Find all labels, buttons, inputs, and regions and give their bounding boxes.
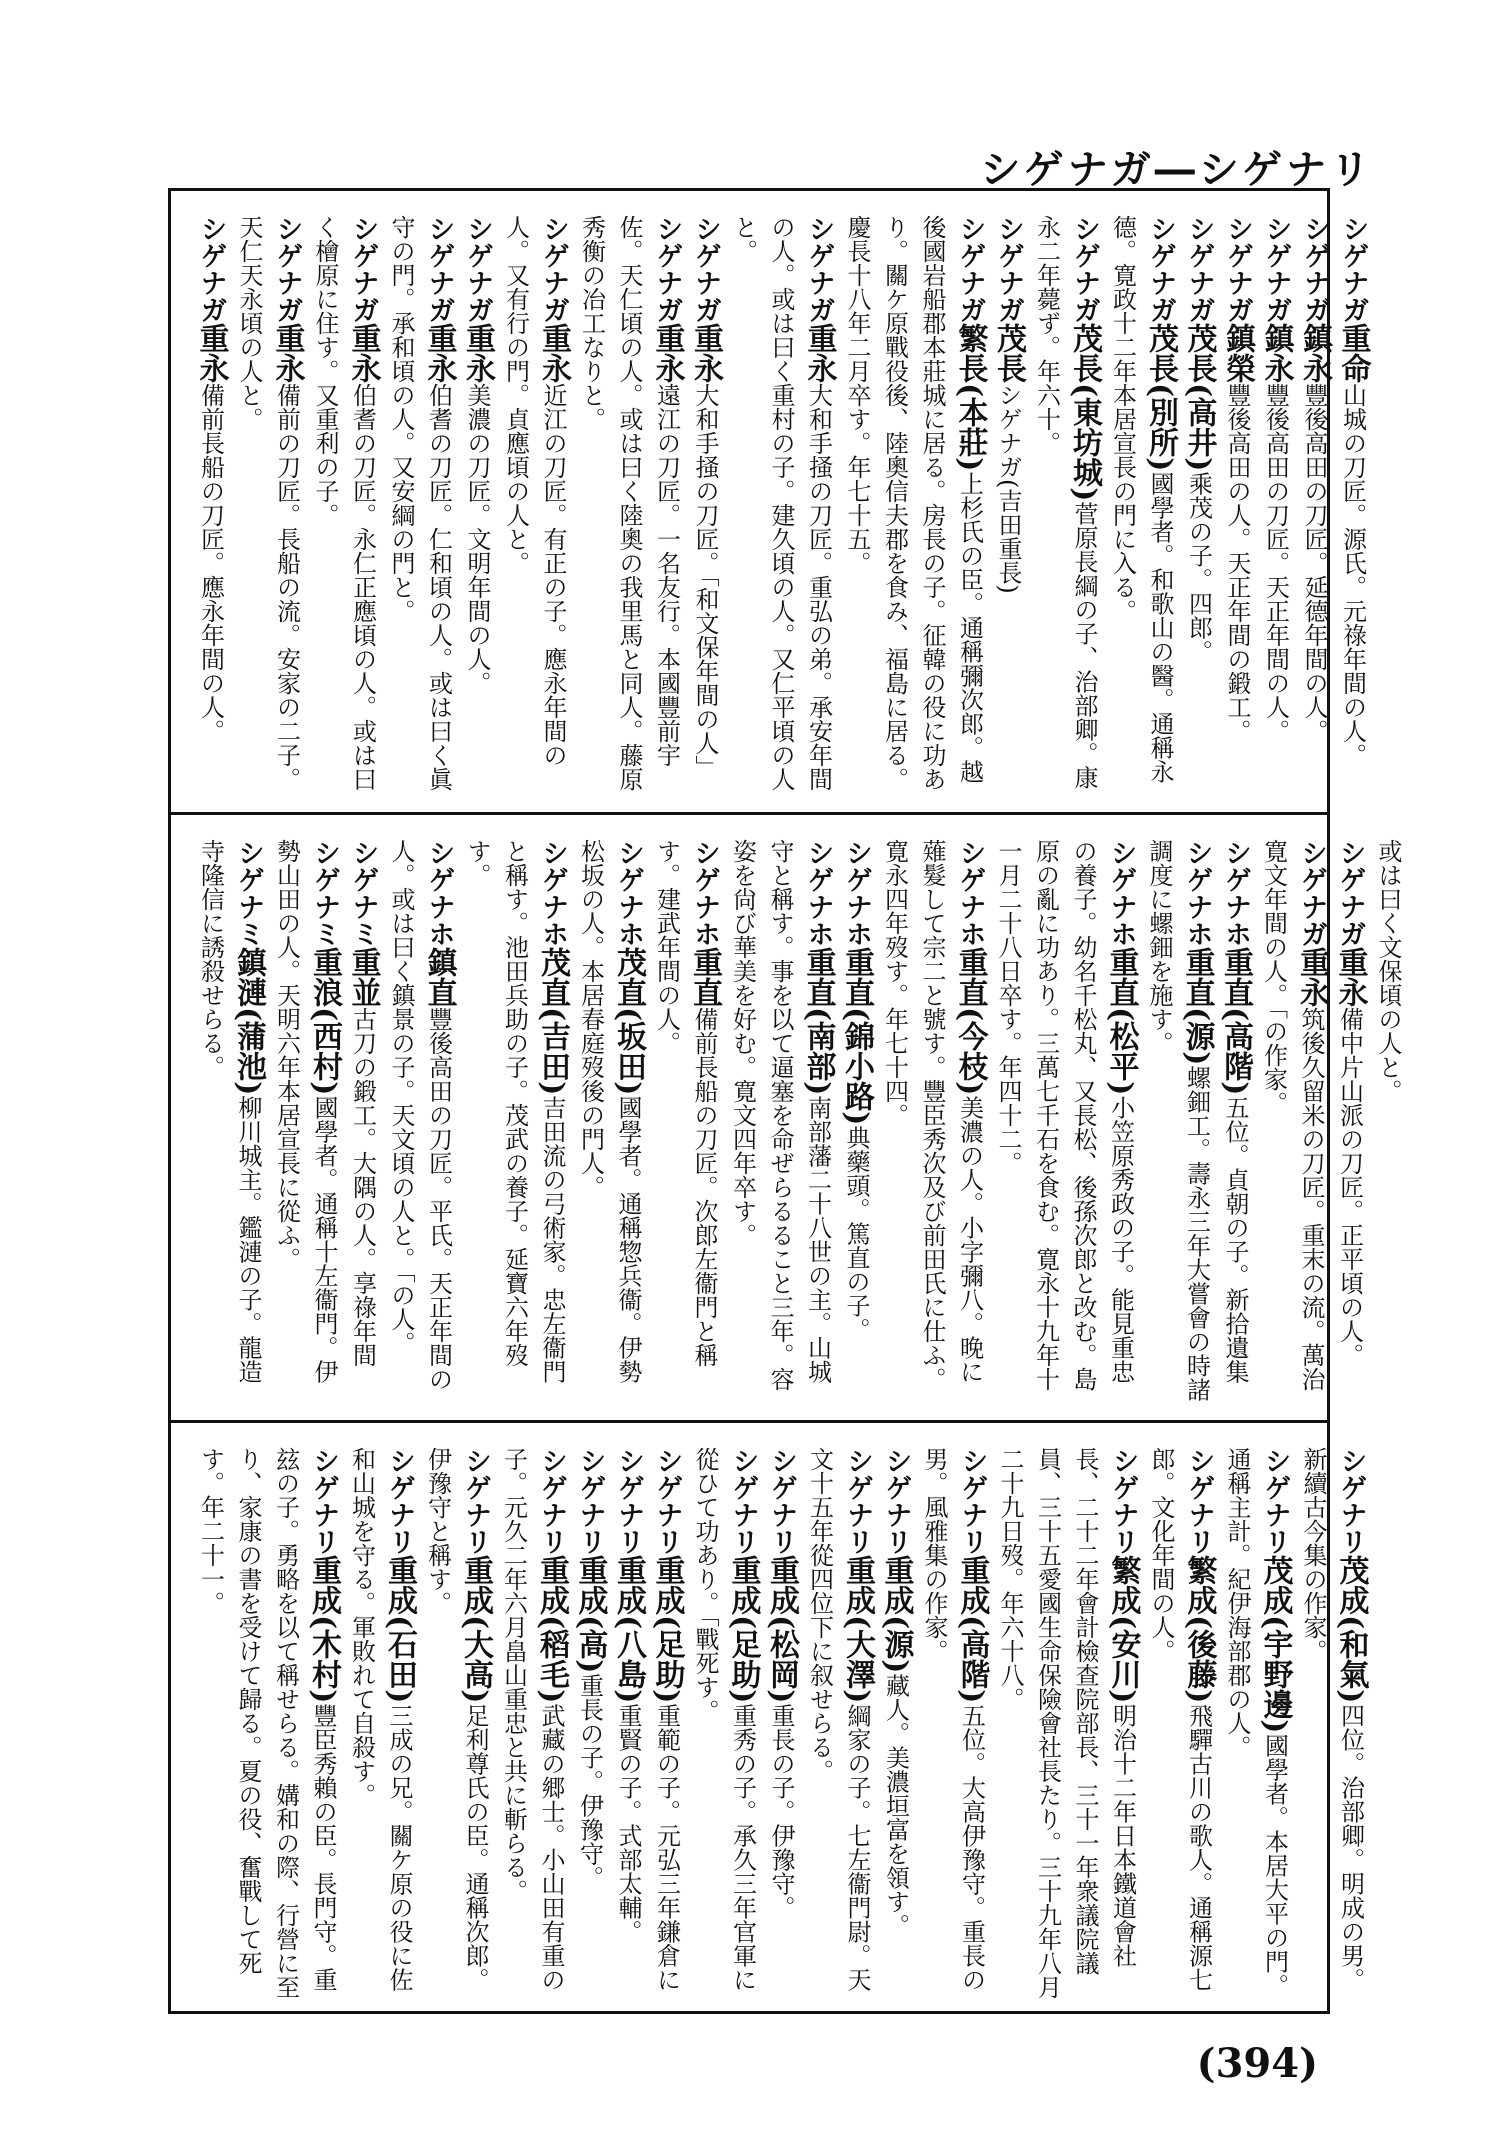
- entry-name: 重成(八島): [611, 1555, 646, 1704]
- entry-reading: シゲナガ: [690, 215, 721, 323]
- entry-reading: シゲナホ: [841, 839, 872, 947]
- entry-name: 重並: [345, 947, 381, 1007]
- entry-name: 茂直(吉田): [535, 947, 570, 1096]
- entry-description: 足利尊氏の臣。通稱次郎。伊豫守と稱す。: [423, 1447, 489, 1992]
- entry-name: 鎮永: [1297, 323, 1332, 383]
- entry-reading: シゲナリ: [651, 1447, 683, 1555]
- entry-description: 小笠原秀政の子。能見重忠の養子。幼名千松丸、又長松、後孫次郎と改む。島原の亂に功あり。三萬七千石を食む。寛永十九年十一月二十八日卒す。年四十二。: [994, 839, 1135, 1391]
- entry-name: 重直(松平): [1103, 947, 1139, 1096]
- section-upper: [171, 191, 1371, 809]
- column-text: [171, 1423, 1390, 2014]
- entry-reading: シゲナリ: [727, 1447, 759, 1555]
- dictionary-entry: [1218, 215, 1257, 799]
- entry-reading: シゲナリ: [842, 1447, 873, 1555]
- entry-reading: シゲナホ: [423, 839, 455, 947]
- entry-description: シゲナガ(吉田重長): [994, 383, 1022, 594]
- dictionary-entry: [1179, 215, 1218, 799]
- dictionary-entry: [382, 839, 458, 1407]
- entry-name: 重永: [345, 323, 381, 383]
- entry-name: 重永: [421, 323, 457, 383]
- entry-name: 重成(松岡): [764, 1555, 799, 1704]
- entry-description: 大和手掻の刀匠。重弘の弟。承安年間の人。或は曰く重村の子。建久頃の人。又仁平頃の人と。: [729, 215, 833, 791]
- section-middle: [171, 812, 1402, 1417]
- entry-description: 遠江の刀匠。一名友行。本國豐前宇佐。天仁頃の人。或は曰く陸奧の我里馬と同人。藤原秀衡の冶工なりと。: [577, 215, 681, 791]
- dictionary-entry: [1256, 215, 1295, 799]
- entry-name: 重成(木村): [306, 1555, 341, 1704]
- entry-name: 茂長(高井): [1181, 323, 1217, 472]
- dictionary-entry: [267, 839, 343, 1407]
- entry-description: 菅原長綱の子、治部卿。康永二年薨ず。年六十。: [1032, 215, 1098, 790]
- entry-description: 重秀の子。承久三年官軍に從ひて功あり。「戰死す。: [691, 1447, 757, 1992]
- entry-description: 重長の子。伊豫守。: [575, 1673, 604, 1890]
- entry-description: 美濃の人。小字彌八。晚に薙髮して宗二と號す。豐臣秀次及び前田氏に仕ふ。寛永四年歿す。年七十四。: [880, 839, 984, 1391]
- entry-description: 吉田流の弓術家。忠左衞門と稱す。池田兵助の子。茂武の養子。延寶六年歿す。: [463, 839, 566, 1384]
- entry-name: 重直: [687, 947, 722, 1007]
- entry-name: 重成(足助): [725, 1555, 761, 1704]
- entry-reading: シゲナホ: [802, 839, 834, 947]
- dictionary-entry: [230, 215, 306, 799]
- dictionary-entry: [382, 215, 458, 799]
- entry-reading: シゲナガ: [347, 215, 379, 323]
- entry-name: 重永: [688, 323, 723, 383]
- entry-name: 重命: [1335, 323, 1371, 383]
- entry-reading: シゲナホ: [689, 839, 720, 947]
- entry-description: 飛驒古川の歌人。通稱源七郎。文化年間の人。: [1147, 1447, 1213, 1992]
- entry-description: 備中片山派の刀匠。正平頃の人。: [1335, 1007, 1364, 1367]
- dictionary-entry: [572, 215, 686, 799]
- dictionary-entry: [724, 215, 838, 799]
- entry-reading: シゲナリ: [766, 1447, 797, 1555]
- entry-description: 上杉氏の臣。通稱彌次郎。越後國岩船郡本莊城に居る。房長の子。征韓の役に功あり。關ケ原戰役後、陸奧信夫郡を食み、福島に居る。慶長十八年二月卒す。年七十五。: [843, 215, 984, 791]
- entry-name: 茂長(別所): [1143, 323, 1178, 472]
- entry-description: 乘茂の子。四郎。: [1184, 471, 1213, 664]
- entry-description: 柳川城主。鑑漣の子。龍造寺隆信に誘殺せらる。: [196, 839, 262, 1384]
- column-text: [171, 191, 1392, 809]
- entry-reading: シゲナホ: [1181, 839, 1213, 947]
- entry-reading: シゲナリ: [308, 1447, 339, 1555]
- entry-reading: シゲナガ: [462, 215, 493, 323]
- entry-name: 鎮永: [1258, 323, 1294, 383]
- entry-reading: シゲナガ: [993, 215, 1024, 323]
- dictionary-entry: [838, 215, 989, 799]
- entry-reading: シゲナホ: [613, 839, 644, 947]
- entry-reading: シゲナリ: [384, 1447, 415, 1555]
- dictionary-entry: [570, 1447, 609, 2004]
- entry-name: 鎮漣(蒲池): [231, 947, 266, 1096]
- entry-description: 山城の刀匠。源氏。元祿年間の人。: [1338, 383, 1367, 767]
- entry-name: 重永: [193, 323, 229, 383]
- entry-name: 重永: [649, 323, 685, 383]
- entry-name: 重直(今枝): [952, 947, 988, 1096]
- dictionary-entry: [989, 215, 1028, 799]
- entry-name: 重成(源): [878, 1555, 914, 1674]
- entry-name: 重直(高階): [1218, 947, 1253, 1096]
- entry-description: 古刀の鍛工。大隅の人。享祿年間: [348, 1007, 377, 1367]
- dictionary-entry: [1218, 1447, 1294, 2004]
- entry-description: 備前の刀匠。長船の流。安家の二子。天仁天永頃の人と。: [235, 215, 301, 791]
- section-lower: [171, 1420, 1369, 2014]
- dictionary-entry: [876, 1447, 915, 2004]
- entry-reading: シゲナミ: [309, 839, 340, 947]
- entry-description: 五位。貞朝の子。新拾遺集: [1221, 1095, 1249, 1384]
- entry-description: 重長の子。伊豫守。: [767, 1703, 795, 1920]
- entry-reading: シゲナガ: [1299, 215, 1330, 323]
- dictionary-entry: [191, 215, 230, 799]
- entry-name: 茂直(坂田): [611, 947, 646, 1096]
- entry-description: 重範の子。元弘三年鎌倉に: [652, 1703, 681, 1992]
- entry-name: 重直(南部): [800, 947, 836, 1096]
- entry-reading: シゲナガ: [803, 215, 835, 323]
- entry-reading: シゲナガ: [423, 215, 455, 323]
- entry-name: 重永: [460, 323, 495, 383]
- dictionary-entry: [1140, 839, 1216, 1407]
- entry-name: 茂長(東坊城): [1067, 323, 1102, 502]
- dictionary-entry: [494, 1447, 570, 2004]
- entry-reading: シゲナガ: [1334, 839, 1366, 947]
- entry-description: 五位。大高伊豫守。重長の男。風雅集の作家。: [920, 1447, 986, 1992]
- dictionary-entry: [191, 1447, 342, 2004]
- entry-name: 重浪(西村): [307, 947, 342, 1096]
- dictionary-entry: [723, 839, 837, 1407]
- entry-name: 重成(稻毛): [534, 1555, 569, 1704]
- entry-name: 繁成(安川): [1105, 1555, 1141, 1704]
- entry-description: 明治十二年日本鐵道會社長、二十二年會計檢查院部長、三十一年衆議院議員、三十五愛國生命保險會社長たり。三十九年八月二十九日歿。年六十八。: [996, 1447, 1137, 1999]
- entry-reading: シゲナホ: [1220, 839, 1251, 947]
- entry-name: 繁長(本莊): [952, 323, 988, 472]
- entry-name: 繁成(後藤): [1181, 1555, 1217, 1704]
- entry-reading: シゲナリ: [880, 1447, 912, 1555]
- entry-name: 重成(大澤): [840, 1555, 875, 1704]
- dictionary-entry: [1254, 839, 1330, 1407]
- dictionary-page-frame: [168, 188, 1402, 2014]
- entry-description: 美濃の刀匠。文明年間の人。: [463, 383, 491, 695]
- entry-description: 或は曰く文保頃の人と。: [1374, 839, 1402, 1103]
- entry-name: 重成(高階): [954, 1555, 990, 1704]
- entry-reading: シゲナリ: [574, 1447, 606, 1555]
- entry-reading: シゲナガ: [538, 215, 569, 323]
- dictionary-entry: [800, 1447, 876, 2004]
- entry-description: 豐臣秀賴の臣。長門守。重玆の子。勇略を以て稱せらる。媾和の際、行營に至り、家康の書を受けて歸る。夏の役、奮戰して死す。年二十一。: [196, 1447, 337, 1999]
- dictionary-entry: [1103, 215, 1179, 799]
- dictionary-entry: [1294, 1447, 1370, 2004]
- entry-reading: シゲナガ: [1260, 215, 1292, 323]
- entry-description: 螺鈿工。壽永三年大嘗會の時諸調度に螺鈿を施す。: [1145, 839, 1211, 1402]
- entry-description: 豐後高田の人。天正年間の鍛工。: [1223, 383, 1251, 743]
- entry-reading: シゲナリ: [1183, 1447, 1215, 1555]
- dictionary-entry: [1142, 1447, 1218, 2004]
- dictionary-entry: [1330, 839, 1369, 1407]
- entry-description: 豐後高田の刀匠。平氏。天正年間の人。或は曰く鎮景の子。天文頃の人と。「の人。: [387, 839, 453, 1391]
- column-text: [171, 815, 1426, 1417]
- entry-description: 豐後高田の刀匠。延德年間の人。: [1300, 383, 1328, 743]
- entry-description: 武藏の郷士。小山田有重の子。元久二年六月畠山重忠と共に斬らる。: [499, 1447, 565, 1992]
- entry-reading: シゲナガ: [1183, 215, 1215, 323]
- entry-description: 備前長船の刀匠。應永年間の人。: [196, 383, 225, 743]
- entry-description: 國學者。通稱惣兵衞。伊勢松坂の人。本居春庭歿後の門人。: [576, 839, 642, 1384]
- entry-reading: シゲナガ: [1296, 839, 1327, 947]
- dictionary-entry: [343, 839, 382, 1407]
- entry-reading: シゲナホ: [1105, 839, 1137, 947]
- dictionary-entry: [1216, 839, 1255, 1407]
- entry-reading: シゲナガ: [1069, 215, 1100, 323]
- entry-reading: シゲナリ: [613, 1447, 644, 1555]
- dictionary-entry: [418, 1447, 494, 2004]
- entry-name: 重永: [536, 323, 571, 383]
- entry-description: 重賢の子。式部太輔。: [614, 1703, 642, 1944]
- dictionary-entry: [991, 1447, 1142, 2004]
- entry-reading: シゲナガ: [1145, 215, 1176, 323]
- dictionary-entry: [989, 839, 1140, 1407]
- entry-name: 重成(大高): [458, 1555, 493, 1704]
- entry-description: 近江の刀匠。有正の子。應永年間の人。又有行の門。貞應頃の人と。: [501, 215, 567, 767]
- entry-name: 重永: [1294, 947, 1329, 1007]
- entry-description: 典藥頭。篤直の子。: [842, 1125, 870, 1342]
- entry-description: 國學者。通稱十左衞門。伊勢山田の人。天明六年本居宣長に從ふ。: [272, 839, 338, 1384]
- dictionary-entry: [1295, 215, 1334, 799]
- dictionary-entry: [647, 839, 723, 1407]
- entry-reading: シゲナガ: [651, 215, 683, 323]
- entry-name: 茂成(宇野邊): [1257, 1555, 1293, 1734]
- entry-description: 國學者。本居大平の門。通稱主計。紀伊海部郡の人。: [1223, 1447, 1289, 1998]
- entry-name: 重永: [269, 323, 305, 383]
- entry-name: 茂長: [991, 323, 1026, 383]
- entry-reading: シゲナホ: [954, 839, 986, 947]
- entry-reading: シゲナミ: [233, 839, 264, 947]
- entry-reading: シゲナホ: [537, 839, 568, 947]
- dictionary-entry: [571, 839, 647, 1407]
- entry-description: 大和手掻の刀匠。「和文保年間の人」: [691, 383, 719, 779]
- dictionary-entry: [191, 839, 267, 1407]
- dictionary-entry: [837, 839, 876, 1407]
- entry-description: 備前長船の刀匠。次郎左衞門と稱す。建武年間の人。: [652, 839, 718, 1367]
- entry-description: 筑後久留米の刀匠。重末の流。萬治寛文年間の人。「の作家。: [1259, 839, 1325, 1391]
- entry-reading: シゲナリ: [956, 1447, 988, 1555]
- dictionary-entry: [647, 1447, 686, 2004]
- entry-description: 四位。治部卿。明成の男。新續古今集の作家。: [1299, 1447, 1365, 1992]
- entry-name: 重成(高): [572, 1555, 608, 1674]
- entry-reading: シゲナガ: [1337, 215, 1369, 323]
- entry-reading: シゲナリ: [1107, 1447, 1139, 1555]
- dictionary-entry: [1369, 839, 1407, 1407]
- dictionary-entry: [762, 1447, 801, 2004]
- entry-reading: シゲナミ: [347, 839, 379, 947]
- dictionary-entry: [686, 1447, 762, 2004]
- entry-description: 國學者。和歌山の醫。通稱永德。寛政十二年本居宣長の門に入る。: [1108, 215, 1174, 784]
- entry-name: 重成(石田): [382, 1555, 417, 1704]
- entry-name: 重永: [801, 323, 837, 383]
- entry-reading: シゲナガ: [1222, 215, 1253, 323]
- entry-name: 重永: [1332, 947, 1368, 1007]
- entry-description: 三成の兄。關ケ原の役に佐和山城を守る。軍敗れて自殺す。: [347, 1447, 413, 1992]
- entry-reading: シゲナガ: [271, 215, 303, 323]
- page-number: (394): [1196, 2040, 1318, 2087]
- entry-description: 南部藩二十八世の主。山城守と稱す。事を以て逼塞を命ぜらるること三年。容姿を尙び華美を好む。寛文四年卒す。: [728, 839, 832, 1391]
- running-header: シゲナガ―シゲナリ: [980, 147, 1374, 193]
- entry-name: 重直(錦小路): [839, 947, 874, 1126]
- entry-name: 重直(源): [1179, 947, 1215, 1066]
- entry-reading: シゲナリ: [460, 1447, 491, 1555]
- entry-name: 鎮榮: [1220, 323, 1255, 383]
- entry-reading: シゲナリ: [1259, 1447, 1291, 1555]
- dictionary-entry: [915, 1447, 991, 2004]
- entry-name: 重成(足助): [649, 1555, 685, 1704]
- dictionary-entry: [686, 215, 725, 799]
- dictionary-entry: [1333, 215, 1372, 799]
- entry-description: 藏人。美濃垣富を領す。: [881, 1673, 910, 1938]
- dictionary-entry: [458, 839, 572, 1407]
- dictionary-entry: [458, 215, 497, 799]
- entry-description: 伯耆の刀匠。仁和頃の人。或は曰く眞守の門。承和頃の人。又安綱の門と。: [387, 215, 453, 791]
- entry-description: 綱家の子。七左衞門尉。天文十五年從四位下に叙せらる。: [805, 1447, 871, 1992]
- entry-reading: シゲナリ: [536, 1447, 567, 1555]
- entry-name: 鎮直: [421, 947, 457, 1007]
- dictionary-entry: [306, 215, 382, 799]
- entry-reading: シゲナリ: [1335, 1447, 1367, 1555]
- dictionary-entry: [1027, 215, 1103, 799]
- entry-reading: シゲナガ: [954, 215, 986, 323]
- dictionary-entry: [342, 1447, 418, 2004]
- entry-reading: シゲナガ: [195, 215, 227, 323]
- dictionary-entry: [496, 215, 572, 799]
- dictionary-entry: [875, 839, 989, 1407]
- entry-description: 伯耆の刀匠。永仁正應頃の人。或は曰く檜原に住す。又重利の子。: [311, 215, 377, 791]
- entry-description: 豐後高田の刀匠。天正年間の人。: [1261, 383, 1290, 743]
- entry-name: 茂成(和氣): [1333, 1555, 1369, 1704]
- dictionary-entry: [609, 1447, 648, 2004]
